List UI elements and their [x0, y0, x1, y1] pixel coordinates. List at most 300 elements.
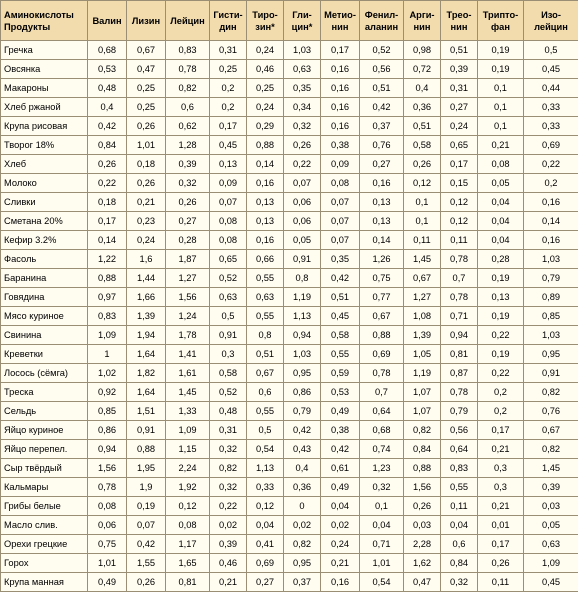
value-cell: 0,05 [284, 231, 321, 250]
value-cell: 0,16 [321, 60, 360, 79]
value-cell: 0,08 [210, 231, 247, 250]
value-cell: 0,83 [166, 41, 210, 60]
product-name-cell: Горох [1, 554, 88, 573]
value-cell: 0,16 [321, 573, 360, 592]
table-row [1, 326, 578, 345]
value-cell: 0,1 [478, 117, 524, 136]
value-cell: 0,16 [321, 117, 360, 136]
value-cell: 0,19 [478, 307, 524, 326]
value-cell: 0,02 [321, 516, 360, 535]
value-cell: 0,5 [247, 421, 284, 440]
value-cell: 0,79 [441, 402, 478, 421]
value-cell: 0,19 [478, 60, 524, 79]
product-name-cell: Яйцо куриное [1, 421, 88, 440]
value-cell: 1,45 [404, 250, 441, 269]
value-cell: 0,26 [127, 174, 166, 193]
value-cell: 0,05 [478, 174, 524, 193]
value-cell: 0,81 [441, 345, 478, 364]
value-cell: 0,42 [321, 269, 360, 288]
value-cell: 0,29 [247, 117, 284, 136]
product-name-cell: Сметана 20% [1, 212, 88, 231]
value-cell: 1,39 [404, 326, 441, 345]
value-cell: 1,03 [524, 326, 578, 345]
value-cell: 0,82 [166, 79, 210, 98]
value-cell: 0,32 [360, 478, 404, 497]
value-cell: 1,03 [524, 250, 578, 269]
value-cell: 0,07 [127, 516, 166, 535]
value-cell: 0,21 [321, 554, 360, 573]
corner-header-cell [1, 1, 88, 41]
value-cell: 0,95 [524, 345, 578, 364]
product-name-cell: Кальмары [1, 478, 88, 497]
product-name-cell: Орехи грецкие [1, 535, 88, 554]
product-name-cell: Фасоль [1, 250, 88, 269]
value-cell: 0,06 [284, 212, 321, 231]
value-cell: 0,49 [321, 478, 360, 497]
value-cell: 0,82 [404, 421, 441, 440]
value-cell: 0,16 [524, 193, 578, 212]
value-cell: 0,1 [478, 79, 524, 98]
value-cell: 0,98 [404, 41, 441, 60]
value-cell: 0,67 [360, 307, 404, 326]
value-cell: 0,36 [404, 98, 441, 117]
value-cell: 0,18 [88, 193, 127, 212]
value-cell: 0,11 [478, 573, 524, 592]
table-row [1, 573, 578, 592]
value-cell: 0,61 [321, 459, 360, 478]
product-name-cell: Гречка [1, 41, 88, 60]
value-cell: 0,13 [478, 288, 524, 307]
value-cell: 0,3 [478, 459, 524, 478]
value-cell: 0,35 [284, 79, 321, 98]
column-header-lysine: Лизин [127, 1, 166, 41]
value-cell: 1,56 [166, 288, 210, 307]
column-header-tryptophan: Трипто- фан [478, 1, 524, 41]
value-cell: 0,14 [88, 231, 127, 250]
value-cell: 0,49 [88, 573, 127, 592]
value-cell: 0,51 [247, 345, 284, 364]
value-cell: 0,45 [321, 307, 360, 326]
value-cell: 1,66 [127, 288, 166, 307]
value-cell: 0,32 [210, 440, 247, 459]
value-cell: 0,76 [524, 402, 578, 421]
value-cell: 1,19 [404, 364, 441, 383]
value-cell: 0,52 [210, 383, 247, 402]
value-cell: 1,02 [88, 364, 127, 383]
value-cell: 0,8 [247, 326, 284, 345]
value-cell: 1,64 [127, 345, 166, 364]
value-cell: 0,46 [247, 60, 284, 79]
value-cell: 0,04 [478, 231, 524, 250]
value-cell: 0,51 [321, 288, 360, 307]
table-row [1, 440, 578, 459]
value-cell: 0,37 [360, 117, 404, 136]
value-cell: 0,21 [478, 440, 524, 459]
value-cell: 0,2 [210, 79, 247, 98]
value-cell: 0,3 [478, 478, 524, 497]
value-cell: 0,81 [166, 573, 210, 592]
value-cell: 0,28 [166, 231, 210, 250]
value-cell: 0,25 [210, 60, 247, 79]
value-cell: 0,91 [524, 364, 578, 383]
value-cell: 0,82 [284, 535, 321, 554]
value-cell: 0,88 [127, 440, 166, 459]
value-cell: 0,55 [441, 478, 478, 497]
value-cell: 0,69 [524, 136, 578, 155]
value-cell: 0,17 [210, 117, 247, 136]
value-cell: 0,19 [478, 269, 524, 288]
table-row [1, 117, 578, 136]
value-cell: 1,09 [524, 554, 578, 573]
value-cell: 1,07 [404, 402, 441, 421]
value-cell: 1,05 [404, 345, 441, 364]
value-cell: 1,07 [404, 383, 441, 402]
value-cell: 0,78 [88, 478, 127, 497]
product-name-cell: Макароны [1, 79, 88, 98]
products-header: Продукты [4, 22, 50, 32]
value-cell: 0,47 [127, 60, 166, 79]
table-row [1, 193, 578, 212]
value-cell: 0,69 [247, 554, 284, 573]
value-cell: 0,52 [210, 269, 247, 288]
value-cell: 1,03 [284, 41, 321, 60]
table-row [1, 535, 578, 554]
value-cell: 0,27 [441, 98, 478, 117]
value-cell: 0,43 [284, 440, 321, 459]
value-cell: 0,14 [247, 155, 284, 174]
value-cell: 0,1 [360, 497, 404, 516]
value-cell: 1,09 [166, 421, 210, 440]
value-cell: 0,27 [360, 155, 404, 174]
value-cell: 0 [284, 497, 321, 516]
value-cell: 1,55 [127, 554, 166, 573]
value-cell: 0,3 [210, 345, 247, 364]
value-cell: 0,68 [88, 41, 127, 60]
value-cell: 0,55 [247, 307, 284, 326]
value-cell: 0,36 [284, 478, 321, 497]
value-cell: 1,03 [284, 345, 321, 364]
value-cell: 0,02 [284, 516, 321, 535]
value-cell: 0,39 [524, 478, 578, 497]
value-cell: 1,87 [166, 250, 210, 269]
value-cell: 0,21 [210, 573, 247, 592]
product-name-cell: Свинина [1, 326, 88, 345]
value-cell: 0,34 [284, 98, 321, 117]
value-cell: 0,45 [524, 573, 578, 592]
value-cell: 0,03 [404, 516, 441, 535]
value-cell: 0,66 [247, 250, 284, 269]
column-header-leucine: Лейцин [166, 1, 210, 41]
value-cell: 0,56 [360, 60, 404, 79]
product-name-cell: Молоко [1, 174, 88, 193]
value-cell: 0,78 [166, 60, 210, 79]
value-cell: 0,4 [88, 98, 127, 117]
value-cell: 0,42 [360, 98, 404, 117]
product-name-cell: Творог 18% [1, 136, 88, 155]
value-cell: 0,55 [247, 402, 284, 421]
product-name-cell: Грибы белые [1, 497, 88, 516]
value-cell: 0,12 [404, 174, 441, 193]
value-cell: 1,62 [404, 554, 441, 573]
value-cell: 0,63 [247, 288, 284, 307]
value-cell: 0,07 [321, 231, 360, 250]
table-row [1, 79, 578, 98]
value-cell: 0,78 [441, 250, 478, 269]
value-cell: 0,12 [441, 193, 478, 212]
value-cell: 0,65 [441, 136, 478, 155]
value-cell: 0,03 [524, 497, 578, 516]
value-cell: 0,08 [210, 212, 247, 231]
value-cell: 0,46 [210, 554, 247, 573]
product-name-cell: Овсянка [1, 60, 88, 79]
value-cell: 0,07 [321, 193, 360, 212]
value-cell: 0,95 [284, 364, 321, 383]
value-cell: 0,31 [210, 41, 247, 60]
value-cell: 0,08 [166, 516, 210, 535]
value-cell: 0,84 [88, 136, 127, 155]
value-cell: 0,02 [210, 516, 247, 535]
value-cell: 0,88 [88, 269, 127, 288]
table-row [1, 364, 578, 383]
value-cell: 0,6 [166, 98, 210, 117]
value-cell: 1,64 [127, 383, 166, 402]
value-cell: 0,24 [127, 231, 166, 250]
value-cell: 0,25 [127, 79, 166, 98]
value-cell: 0,24 [441, 117, 478, 136]
value-cell: 0,45 [210, 136, 247, 155]
value-cell: 0,26 [127, 117, 166, 136]
table-row [1, 174, 578, 193]
value-cell: 0,33 [524, 117, 578, 136]
value-cell: 0,22 [210, 497, 247, 516]
table-row [1, 421, 578, 440]
value-cell: 1,6 [127, 250, 166, 269]
table-row [1, 269, 578, 288]
value-cell: 0,54 [247, 440, 284, 459]
value-cell: 0,85 [524, 307, 578, 326]
value-cell: 0,42 [284, 421, 321, 440]
product-name-cell: Креветки [1, 345, 88, 364]
value-cell: 0,86 [88, 421, 127, 440]
value-cell: 0,76 [360, 136, 404, 155]
value-cell: 0,55 [247, 269, 284, 288]
value-cell: 0,58 [210, 364, 247, 383]
value-cell: 0,89 [524, 288, 578, 307]
value-cell: 0,09 [321, 155, 360, 174]
value-cell: 0,09 [210, 174, 247, 193]
value-cell: 0,16 [247, 231, 284, 250]
value-cell: 0,63 [284, 60, 321, 79]
value-cell: 0,31 [210, 421, 247, 440]
value-cell: 0,78 [441, 288, 478, 307]
value-cell: 0,27 [166, 212, 210, 231]
value-cell: 0,04 [441, 516, 478, 535]
value-cell: 1,15 [166, 440, 210, 459]
value-cell: 0,33 [524, 98, 578, 117]
table-row [1, 459, 578, 478]
value-cell: 0,56 [441, 421, 478, 440]
column-header-isoleucine: Изо- лейцин [524, 1, 578, 41]
value-cell: 0,24 [321, 535, 360, 554]
value-cell: 0,42 [88, 117, 127, 136]
value-cell: 0,51 [441, 41, 478, 60]
value-cell: 0,2 [478, 402, 524, 421]
value-cell: 1,61 [166, 364, 210, 383]
value-cell: 0,32 [166, 174, 210, 193]
table-row [1, 497, 578, 516]
product-name-cell: Масло слив. [1, 516, 88, 535]
value-cell: 0,1 [478, 98, 524, 117]
value-cell: 0,25 [247, 79, 284, 98]
value-cell: 0,5 [524, 41, 578, 60]
value-cell: 0,78 [441, 383, 478, 402]
value-cell: 0,82 [524, 383, 578, 402]
value-cell: 0,94 [284, 326, 321, 345]
value-cell: 0,17 [441, 155, 478, 174]
value-cell: 0,17 [88, 212, 127, 231]
product-name-cell: Яйцо перепел. [1, 440, 88, 459]
value-cell: 0,75 [360, 269, 404, 288]
product-name-cell: Баранина [1, 269, 88, 288]
value-cell: 0,12 [247, 497, 284, 516]
value-cell: 1,95 [127, 459, 166, 478]
value-cell: 0,88 [360, 326, 404, 345]
value-cell: 0,72 [404, 60, 441, 79]
value-cell: 0,4 [284, 459, 321, 478]
value-cell: 0,12 [441, 212, 478, 231]
value-cell: 0,18 [127, 155, 166, 174]
value-cell: 0,52 [360, 41, 404, 60]
column-header-phenylalanine: Фенил- аланин [360, 1, 404, 41]
value-cell: 0,26 [127, 573, 166, 592]
value-cell: 0,26 [404, 497, 441, 516]
product-name-cell: Говядина [1, 288, 88, 307]
value-cell: 0,85 [88, 402, 127, 421]
value-cell: 0,11 [441, 497, 478, 516]
value-cell: 0,64 [441, 440, 478, 459]
value-cell: 0,25 [127, 98, 166, 117]
value-cell: 0,83 [441, 459, 478, 478]
value-cell: 0,31 [441, 79, 478, 98]
product-name-cell: Мясо куриное [1, 307, 88, 326]
value-cell: 0,94 [441, 326, 478, 345]
value-cell: 0,79 [524, 269, 578, 288]
value-cell: 0,2 [524, 174, 578, 193]
value-cell: 0,05 [524, 516, 578, 535]
value-cell: 0,67 [247, 364, 284, 383]
product-name-cell: Сливки [1, 193, 88, 212]
value-cell: 0,06 [88, 516, 127, 535]
value-cell: 0,4 [404, 79, 441, 98]
value-cell: 0,1 [404, 193, 441, 212]
product-name-cell: Хлеб ржаной [1, 98, 88, 117]
value-cell: 0,8 [284, 269, 321, 288]
value-cell: 0,82 [210, 459, 247, 478]
product-name-cell: Хлеб [1, 155, 88, 174]
value-cell: 1,01 [88, 554, 127, 573]
value-cell: 0,82 [524, 440, 578, 459]
value-cell: 0,22 [284, 155, 321, 174]
value-cell: 0,16 [247, 174, 284, 193]
value-cell: 0,39 [441, 60, 478, 79]
value-cell: 0,59 [321, 364, 360, 383]
value-cell: 0,97 [88, 288, 127, 307]
value-cell: 0,58 [404, 136, 441, 155]
value-cell: 0,84 [441, 554, 478, 573]
value-cell: 0,74 [360, 440, 404, 459]
value-cell: 1,13 [247, 459, 284, 478]
value-cell: 0,26 [88, 155, 127, 174]
value-cell: 1,51 [127, 402, 166, 421]
value-cell: 0,23 [127, 212, 166, 231]
value-cell: 0,16 [524, 231, 578, 250]
value-cell: 0,22 [478, 364, 524, 383]
value-cell: 1,65 [166, 554, 210, 573]
value-cell: 0,16 [321, 79, 360, 98]
value-cell: 0,33 [247, 478, 284, 497]
value-cell: 0,04 [321, 497, 360, 516]
column-header-tyrosine: Тиро- зин* [247, 1, 284, 41]
value-cell: 0,19 [478, 345, 524, 364]
value-cell: 0,41 [247, 535, 284, 554]
value-cell: 0,67 [127, 41, 166, 60]
value-cell: 0,75 [88, 535, 127, 554]
value-cell: 0,7 [441, 269, 478, 288]
value-cell: 1,01 [127, 136, 166, 155]
value-cell: 2,28 [404, 535, 441, 554]
value-cell: 0,86 [284, 383, 321, 402]
product-name-cell: Крупа рисовая [1, 117, 88, 136]
value-cell: 1,08 [404, 307, 441, 326]
value-cell: 0,24 [247, 41, 284, 60]
table-row [1, 554, 578, 573]
value-cell: 0,26 [284, 136, 321, 155]
column-header-histidine: Гисти- дин [210, 1, 247, 41]
value-cell: 0,21 [127, 193, 166, 212]
value-cell: 0,83 [88, 307, 127, 326]
value-cell: 0,58 [321, 326, 360, 345]
value-cell: 0,04 [478, 212, 524, 231]
value-cell: 0,91 [284, 250, 321, 269]
value-cell: 1,17 [166, 535, 210, 554]
value-cell: 0,07 [210, 193, 247, 212]
value-cell: 0,14 [524, 212, 578, 231]
value-cell: 0,68 [360, 421, 404, 440]
value-cell: 0,38 [321, 136, 360, 155]
table-row [1, 288, 578, 307]
table-row [1, 516, 578, 535]
column-header-threonine: Трео- нин [441, 1, 478, 41]
table-row [1, 41, 578, 60]
value-cell: 0,32 [210, 478, 247, 497]
value-cell: 0,45 [524, 60, 578, 79]
table-row [1, 212, 578, 231]
value-cell: 0,7 [360, 383, 404, 402]
value-cell: 0,26 [166, 193, 210, 212]
value-cell: 0,88 [404, 459, 441, 478]
value-cell: 1,22 [88, 250, 127, 269]
value-cell: 0,51 [404, 117, 441, 136]
column-header-valine: Валин [88, 1, 127, 41]
value-cell: 0,01 [478, 516, 524, 535]
value-cell: 0,84 [404, 440, 441, 459]
value-cell: 0,27 [247, 573, 284, 592]
header-row [1, 1, 578, 41]
value-cell: 0,22 [524, 155, 578, 174]
value-cell: 0,6 [247, 383, 284, 402]
value-cell: 1,24 [166, 307, 210, 326]
value-cell: 0,71 [441, 307, 478, 326]
